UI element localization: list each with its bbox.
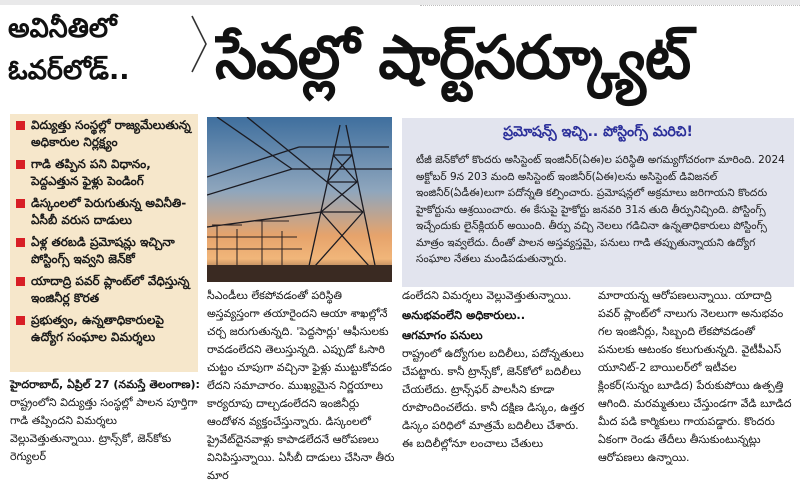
article-column-4 [598,287,794,467]
highlight-text: ఏళ్ల తరబడి ప్రమోషన్లు ఇచ్చినా పోస్టింగ్స్ ఇవ్వని జెన్‌కో [31,235,175,266]
highlight-text: విద్యుత్తు సంస్థల్లో రాజ్యమేలుతున్న అధికారుల నిర్లక్ష్యం [31,118,191,149]
highlight-item [10,114,198,153]
kicker-line-1: అవినీతిలో [8,13,117,44]
highlights-box [10,114,198,372]
article-text-col-1: రాష్ట్రంలోని విద్యుత్తు సంస్థల్లో పాలన పూర్తిగా గాడి తప్పిందని విమర్శలు వెల్లువెత్తుతున్నాయి. ట్రాన్స్‌కో, జెన్‌కోకు రెగ్యులర్ [10,396,198,463]
highlight-text: యాదాద్రి పవర్ ప్లాంట్‌లో వేధిస్తున్న ఇంజినీర్ల కొరత [31,274,190,305]
highlight-text: గాడి తప్పిన పని విధానం, పెద్దఎత్తున ఫైళ్లు పెండింగ్ [31,157,151,188]
bullet-square-icon [16,199,25,208]
article-text-col-2: సీఎండీలు లేకపోవడంతో పరిస్థితి అస్తవ్యస్తంగా తయారైందని ఆయా శాఖల్లోనే చర్చ జరుగుతున్నది. 'పెద్దసార్లు' ఆఫీసులకు రావడంలేదని తెలుస్తున్నది. ఎప్పుడో ఓసారి చుట్టం చూపుగా వచ్చినా ఫైళ్లు ముట్టుకోవడం లేదని సమాచారం. ముఖ్యమైన నిర్ణయాలు కార్యరూపు దాల్చడంలేదని ఇంజినీర్లు ఆందోళన వ్యక్తంచేస్తున్నారు. డిస్కంలలో ప్రైవేట్‌దైనవాళ్లు కాపాడలేదనే ఆరోపణలు వినిపిస్తున్నాయి. ఏసీబీ దాడులు చేసినా తీరు మార [207,289,395,482]
article-column-2 [207,287,397,485]
bullet-square-icon [16,160,25,169]
kicker-heading [8,8,186,104]
highlight-item [10,153,198,192]
highlight-text: ప్రభుత్వం, ఉన్నతాధికారులపై ఉద్యోగ సంఘాల విమర్శలు [31,313,164,344]
highlight-item [10,231,198,270]
power-tower-photo [207,117,392,282]
bullet-square-icon [16,121,25,130]
bullet-square-icon [16,316,25,325]
bullet-square-icon [16,238,25,247]
bullet-square-icon [16,277,25,286]
main-headline: సేవల్లో షార్ట్‌సర్క్యూట్‌ [215,23,691,93]
dateline: హైదరాబాద్, ఏప్రిల్ 27 (నమస్తే తెలంగాణ): [10,378,200,391]
article-text-col-4: మారాయన్న ఆరోపణలున్నాయి. యాదాద్రి పవర్ ప్లాంట్‌లో నాలుగు నెలలుగా అనుభవం గల ఇంజినీర్లు, సిబ్బంది లేకపోవడంతో పనులకు ఆటంకం కలుగుతున్నది. వైటీపీఎస్ యూనిట్-2 బాయిలర్‌లో ఇటీవల క్లింకర్(సున్నం బూడిద) పేరుకుపోయి ఉత్పత్తి ఆగింది. మరమ్మతులు చేస్తుండగా వేడి బూడిద మీద పడి కార్మికులు గాయపడ్డారు. కొందరు ఏకంగా రెండు తేదీలు తీసుకుంటున్నట్లు ఆరోపణలు ఉన్నాయి. [598,289,792,464]
article-column-3 [402,287,590,453]
subheading-2: ఆగమాగం పనులు [402,328,483,342]
article-text-col-3: రాష్ట్రంలో ఉద్యోగుల బదిలీలు, పదోన్నతులు చేపట్టారు. కానీ ట్రాన్స్‌కో, జెన్‌కోలో బదిలీలు చేయలేదు. ట్రాన్స్‌ఫర్ పాలసీని కూడా రూపొందించలేదు. కానీ దక్షిణ డిస్కం, ఉత్తర డిస్కం పరిధిలో మాత్రమే బదిలీలు చేశారు. ఈ బదిలీల్లోనూ లంచాలు చేతులు [402,347,585,450]
article-column-1 [10,376,200,466]
highlight-item [10,192,198,231]
sidebar-text: టీజీ జెన్‌కోలో కొందరు అసిస్టెంట్ ఇంజినీర్(ఏఈ)ల పరిస్థితి అగమ్యగోచరంగా మారింది. 2024 అక్టోబర్ 9న 203 మంది అసిస్టెంట్ ఇంజినీర్(ఏఈ)లను అసిస్టెంట్ డివిజనల్ ఇంజినీర్(ఏడీఈ)లుగా పదోన్నతి కల్పించారు. ప్రమోషన్లలో అక్రమాలు జరిగాయని కొందరు హైకోర్టును ఆశ్రయించారు. ఈ కేసుపై హైకోర్టు జనవరి 31న తుది తీర్పునిచ్చింది. పోస్టింగ్స్ ఇచ్చేందుకు లైన్‌క్లియర్ అయింది. తీర్పు వచ్చి నెలలు గడిచినా ఉన్నతాధికారులు పోస్టింగ్స్ మాత్రం ఇవ్వలేదు. దీంతో పాలన అస్తవ్యస్తమై, పనులు గాడి తప్పుతున్నాయని ఉద్యోగ సంఘాల నేతలు మండిపడుతున్నారు. [416,154,785,265]
article-text-col-3-intro: డంలేదని విమర్శలు వెల్లువెత్తుతున్నాయి. [402,289,572,302]
highlight-item [10,270,198,309]
highlight-text: డిస్కంలలో పెరుగుతున్న అవినీతి- ఏసీబీ వరుస దాడులు [31,196,187,227]
sidebar-title: ప్రమోషన్స్ ఇచ్చి.. పోస్టింగ్స్ మరిచి! [503,124,693,140]
subheading-1: అనుభవంలేని అధికారులు.. [402,308,526,322]
promotions-sidebar [402,118,794,287]
chevron-divider-icon [190,14,210,74]
kicker-line-2: ఓవర్‌లోడ్‌.. [8,55,130,86]
highlight-item [10,309,198,348]
